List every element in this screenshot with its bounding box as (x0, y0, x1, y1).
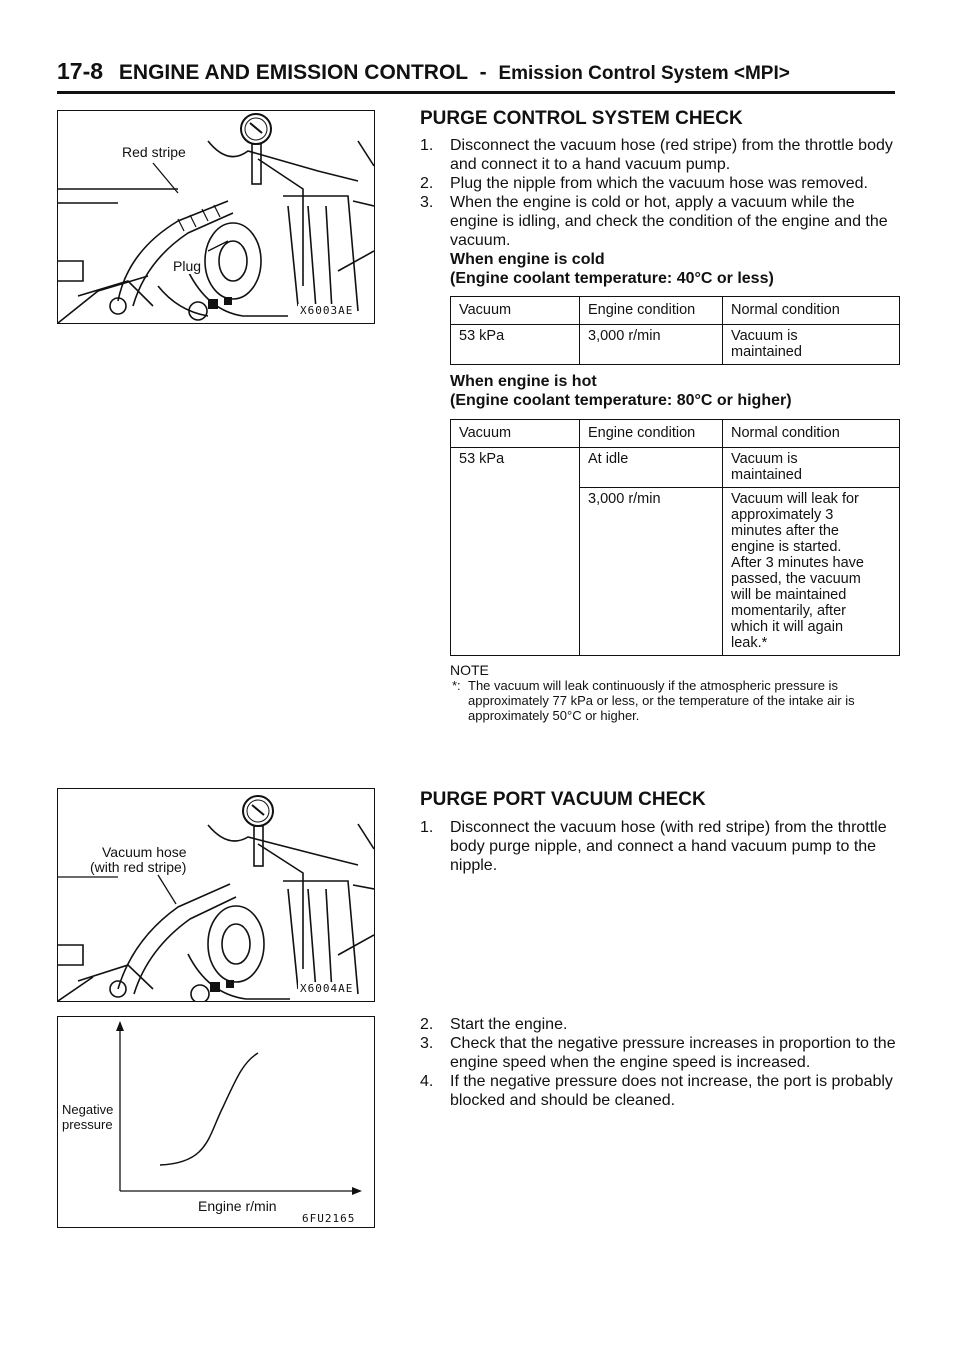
label-red-stripe: Red stripe (122, 144, 186, 160)
step-item: 2. Start the engine. (420, 1016, 568, 1033)
y-axis-arrow (116, 1021, 124, 1031)
cell-normal: Vacuum will leak for approximately 3 minutes after the engine is started. After 3 minutes have passed, the vacuum will be maintained momentarily, after which it will again leak.* (723, 488, 900, 656)
hot-condition-detail: (Engine coolant temperature: 80°C or higher) (450, 392, 792, 409)
section-subtitle: Emission Control System <MPI> (498, 63, 790, 84)
figure-purge-control (57, 110, 375, 324)
figure-purge-port (57, 788, 375, 1002)
step-item: 4. If the negative pressure does not increase, the port is probably blocked and should be cleaned. (420, 1073, 893, 1109)
y-axis-label-2: pressure (62, 1117, 113, 1132)
header-rule (57, 91, 895, 94)
page-header (57, 58, 790, 85)
cell-normal: Vacuum is maintained (723, 448, 900, 488)
cell-normal: Vacuum is maintained (723, 325, 900, 365)
col-vacuum: Vacuum (451, 420, 580, 448)
note-text: The vacuum will leak continuously if the atmospheric pressure is approximately 77 kPa or less, or the temperature of the intake air is approximately 50°C or higher. (468, 678, 855, 723)
purge-port-section (420, 789, 900, 875)
col-engine-condition: Engine condition (580, 420, 723, 448)
title-separator: - (479, 61, 487, 84)
y-axis-label-1: Negative (62, 1102, 114, 1117)
section-number: 17-8 (57, 58, 104, 84)
figure-code: X6003AE (300, 304, 354, 317)
cold-spec-table (450, 296, 900, 365)
col-vacuum: Vacuum (451, 297, 580, 325)
label-with-red-stripe: (with red stripe) (90, 859, 187, 875)
col-normal-condition: Normal condition (723, 420, 900, 448)
note-block (450, 662, 900, 723)
table-row (451, 325, 900, 365)
hot-condition-heading: When engine is hot (450, 373, 597, 390)
purge-control-section (420, 108, 900, 723)
col-engine-condition: Engine condition (580, 297, 723, 325)
step-item: 1. Disconnect the vacuum hose (red stripe) from the throttle body and connect it to a hand vacuum pump. (420, 137, 893, 173)
note-title: NOTE (450, 662, 489, 678)
engine-illustration-2 (58, 789, 374, 1001)
cold-condition-detail: (Engine coolant temperature: 40°C or less) (450, 270, 774, 287)
section-heading: PURGE CONTROL SYSTEM CHECK (420, 108, 743, 129)
x-axis-arrow (352, 1187, 362, 1195)
pressure-curve (160, 1053, 258, 1165)
figure-code: X6004AE (300, 982, 354, 995)
label-plug: Plug (173, 258, 202, 274)
hot-spec-table (450, 419, 900, 656)
step-item: 3. Check that the negative pressure increases in proportion to the engine speed when the engine speed is increased. (420, 1035, 896, 1071)
cell-engine: At idle (580, 448, 723, 488)
step-item: 3. When the engine is cold or hot, apply a vacuum while the engine is idling, and check the condition of the engine and the vacuum. (420, 194, 888, 249)
cell-vacuum: 53 kPa (451, 448, 580, 656)
section-heading: PURGE PORT VACUUM CHECK (420, 789, 706, 810)
step-item: 1. Disconnect the vacuum hose (with red stripe) from the throttle body purge nipple, and connect a hand vacuum pump to the nipple. (420, 819, 887, 874)
col-normal-condition: Normal condition (723, 297, 900, 325)
cell-engine: 3,000 r/min (580, 488, 723, 656)
section-title: ENGINE AND EMISSION CONTROL (118, 61, 468, 84)
cell-vacuum: 53 kPa (451, 325, 580, 365)
cell-engine: 3,000 r/min (580, 325, 723, 365)
engine-illustration-1 (58, 111, 374, 323)
cold-condition-heading: When engine is cold (450, 251, 605, 268)
step-list (420, 1015, 900, 1110)
figure-pressure-graph (57, 1016, 375, 1228)
note-marker: *: (452, 678, 461, 693)
figure-code: 6FU2165 (302, 1212, 356, 1225)
label-vacuum-hose: Vacuum hose (102, 844, 187, 860)
step-list (420, 818, 900, 875)
table-row (451, 448, 900, 488)
step-list (420, 136, 900, 250)
step-item: 2. Plug the nipple from which the vacuum hose was removed. (420, 175, 868, 192)
purge-port-steps-continued (420, 1015, 900, 1110)
x-axis-label: Engine r/min (198, 1198, 277, 1214)
